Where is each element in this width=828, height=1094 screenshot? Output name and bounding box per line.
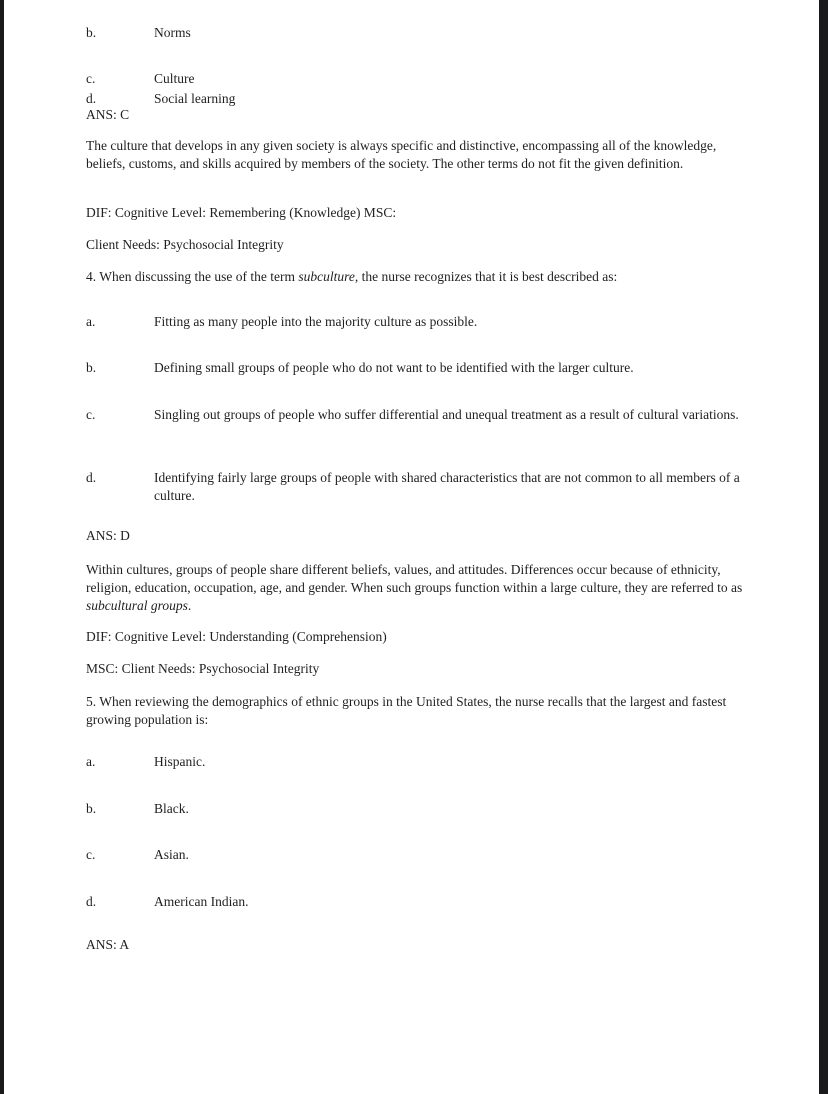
dif-line: DIF: Cognitive Level: Understanding (Comprehension) (86, 629, 387, 644)
answer-line: ANS: A (86, 937, 130, 952)
option-row (86, 406, 746, 424)
option-text: Identifying fairly large groups of people with shared characteristics that are not common to all members of a culture. (154, 470, 740, 503)
answer-line: ANS: C (86, 107, 130, 122)
rationale-text: Within cultures, groups of people share different beliefs, values, and attitudes. Differences occur because of ethnicity, religion, education, occupation, age, and gender. When such groups function within a large culture, they are referred to as (86, 562, 743, 595)
rationale-text: . (187, 598, 192, 613)
page-left-edge (0, 0, 4, 1094)
option-text: Asian. (154, 847, 189, 862)
option-row (86, 846, 746, 864)
option-row (86, 313, 746, 331)
option-row (86, 24, 746, 42)
option-row (86, 800, 746, 818)
msc-line: MSC: Client Needs: Psychosocial Integrity (86, 661, 320, 676)
option-label: b. (86, 801, 97, 816)
page-right-edge (819, 0, 828, 1094)
dif-line: DIF: Cognitive Level: Remembering (Knowledge) MSC: (86, 205, 397, 220)
option-row (86, 70, 746, 88)
option-row (86, 893, 746, 911)
option-text: American Indian. (154, 894, 249, 909)
option-label: a. (86, 314, 96, 329)
option-text: Social learning (154, 91, 236, 106)
option-text: Defining small groups of people who do not want to be identified with the larger culture. (154, 360, 634, 375)
option-text: Hispanic. (154, 754, 206, 769)
option-text: Culture (154, 71, 195, 86)
document-content (86, 0, 746, 1094)
option-row (86, 753, 746, 771)
option-text: Singling out groups of people who suffer differential and unequal treatment as a result of cultural variations. (154, 407, 739, 422)
option-row (86, 469, 746, 505)
client-needs-line: Client Needs: Psychosocial Integrity (86, 237, 284, 252)
option-label: a. (86, 754, 96, 769)
option-label: c. (86, 71, 96, 86)
option-text: Norms (154, 25, 191, 40)
option-label: d. (86, 894, 97, 909)
option-text: Fitting as many people into the majority culture as possible. (154, 314, 478, 329)
rationale-italic-term: subcultural groups (86, 598, 188, 613)
stem-text: 4. When discussing the use of the term (86, 269, 299, 284)
stem-text: , the nurse recognizes that it is best described as: (354, 269, 618, 284)
option-row (86, 359, 746, 377)
option-label: b. (86, 360, 97, 375)
stem-italic-term: subculture (298, 269, 355, 284)
rationale-paragraph: The culture that develops in any given society is always specific and distinctive, encompassing all of the knowledge, beliefs, customs, and skills acquired by members of the society. The other terms do not fit the given definition. (86, 138, 717, 171)
answer-line: ANS: D (86, 528, 130, 543)
option-label: c. (86, 847, 96, 862)
option-label: b. (86, 25, 97, 40)
rationale-paragraph (86, 561, 746, 615)
question-stem: 5. When reviewing the demographics of ethnic groups in the United States, the nurse recalls that the largest and fastest growing population is: (86, 694, 727, 727)
option-text: Black. (154, 801, 189, 816)
option-label: d. (86, 470, 97, 485)
option-label: c. (86, 407, 96, 422)
option-label: d. (86, 91, 97, 106)
question-stem (86, 268, 746, 286)
